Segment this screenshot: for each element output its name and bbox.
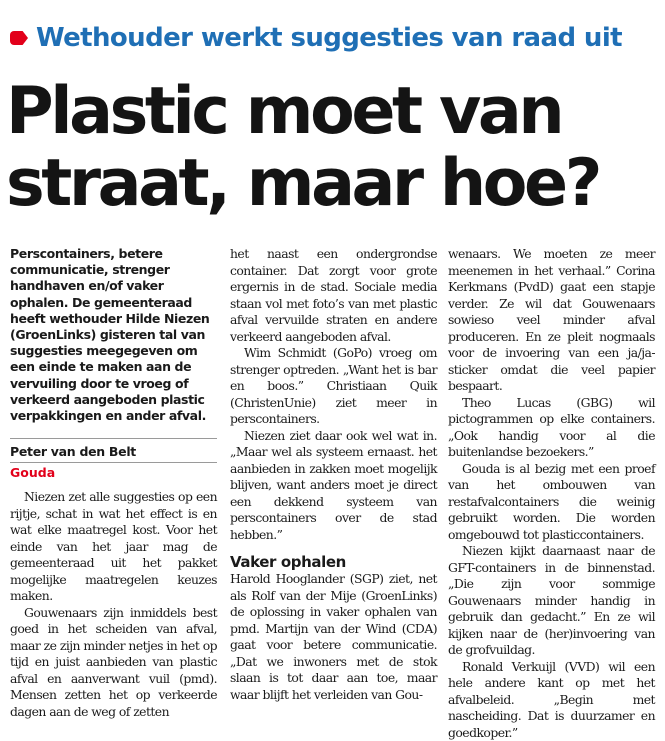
arrow-bullet-icon	[10, 31, 28, 45]
kicker-text: Wethouder werkt suggesties van raad uit	[36, 23, 622, 53]
headline-line-2: straat, maar hoe?	[6, 146, 599, 221]
paragraph: Ronald Verkuijl (VVD) wil een hele andere kant op met het afvalbeleid. „Begin met nascheiding. Dat is duurzamer en goedkoper.”	[448, 659, 655, 741]
paragraph: Niezen zet alle suggesties op een rijtje, schat in wat het effect is en wat elke maatregel kost. Voor het einde van het jaar mag de gemeenteraad uit het pakket mogelijke maatregelen keuzes maken.	[10, 489, 217, 605]
body-text-col-1	[10, 489, 217, 720]
column-1	[10, 246, 217, 720]
author-byline: Peter van den Belt	[10, 438, 217, 460]
paragraph: het naast een ondergrondse container. Dat zorgt voor grote ergernis in de stad. Sociale media staan vol met foto’s van met plastic afval vervuilde straten en andere verkeerd aangeboden afval.	[230, 246, 437, 345]
headline-line-1: Plastic moet van	[6, 74, 561, 149]
paragraph: Gouwenaars zijn inmiddels best goed in het scheiden van afval, maar ze zijn minder netjes in het op tijd en juist aanbieden van plastic afval en aanverwant vuil (pmd). Mensen zetten het op verkeerde dagen aan de weg of zetten	[10, 605, 217, 721]
location-label: Gouda	[10, 462, 217, 481]
paragraph: Harold Hooglander (SGP) ziet, net als Rolf van der Mije (GroenLinks) de oplossing in vaker ophalen van pmd. Martijn van der Wind (CDA) gaat voor betere communicatie. „Dat we inwoners met de stok slaan is tot daar aan toe, maar waar blijft het verleiden van Gou-	[230, 571, 437, 703]
headline	[6, 76, 661, 220]
lead-paragraph: Perscontainers, betere communicatie, strenger handhaven en/of vaker ophalen. De gemeenteraad heeft wethouder Hilde Niezen (GroenLinks) gisteren tal van suggesties meegegeven om een einde te maken aan de vervuiling door te vroeg of verkeerd aangeboden plastic verpakkingen en ander afval.	[10, 246, 217, 424]
paragraph: wenaars. We moeten ze meer meenemen in het verhaal.” Corina Kerkmans (PvdD) gaat een stapje verder. Ze wil dat Gouwenaars sowieso veel minder afval produceren. En ze pleit nogmaals voor de invoering van een ja/ja-sticker omdat die veel papier bespaart.	[448, 246, 655, 395]
column-2	[230, 246, 437, 703]
column-3	[448, 246, 655, 741]
paragraph: Niezen ziet daar ook wel wat in. „Maar wel als systeem ernaast. het aanbieden in zakken moet mogelijk blijven, want anders moet je direct een dekkend systeem van perscontainers over de stad hebben.”	[230, 428, 437, 544]
paragraph: Niezen kijkt daarnaast naar de GFT-containers in de binnenstad. „Die zijn voor sommige Gouwenaars minder handig in gebruik dan gedacht.” En ze wil kijken naar de (her)invoering van de grofvuildag.	[448, 543, 655, 659]
kicker	[10, 18, 622, 58]
paragraph: Theo Lucas (GBG) wil pictogrammen op elke containers. „Ook handig voor al die buitenlandse bezoekers.”	[448, 395, 655, 461]
paragraph: Wim Schmidt (GoPo) vroeg om strenger optreden. „Want het is bar en boos.” Christiaan Quik (ChristenUnie) ziet meer in perscontainers.	[230, 345, 437, 428]
paragraph: Gouda is al bezig met een proef van het ombouwen van restafvalcontainers die weinig gebruikt worden. Die worden omgebouwd tot plasticcontainers.	[448, 461, 655, 544]
subheading: Vaker ophalen	[230, 553, 437, 571]
